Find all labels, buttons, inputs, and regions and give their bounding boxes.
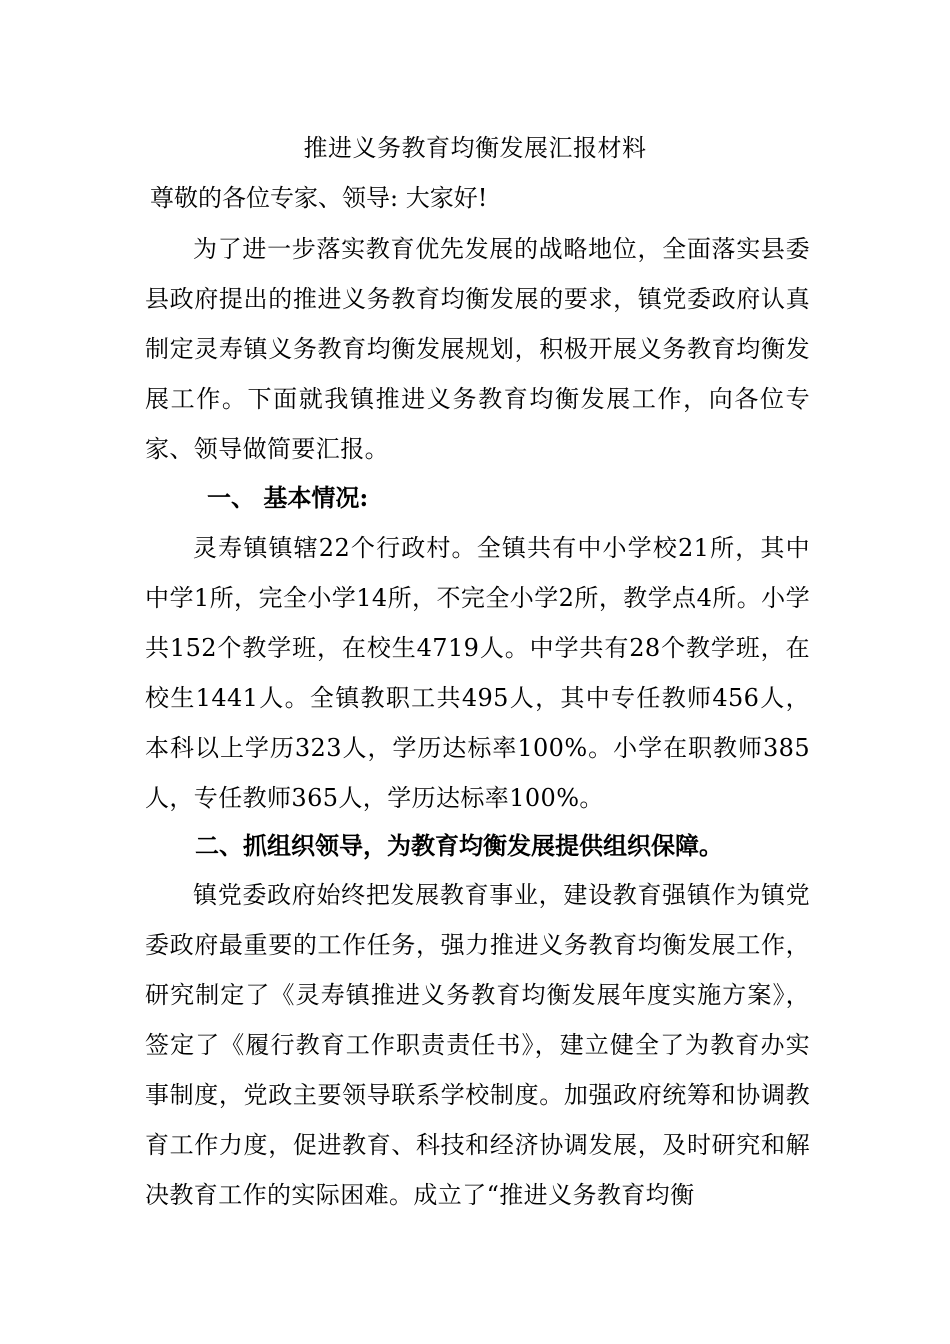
salutation: 尊敬的各位专家、领导: 大家好! <box>150 184 488 212</box>
document-title: 推进义务教育均衡发展汇报材料 <box>303 134 647 162</box>
section-heading-basic-situation: 一、 基本情况: <box>207 483 369 512</box>
organization-paragraph: 镇党委政府始终把发展教育事业，建设教育强镇作为镇党委政府最重要的工作任务，强力推进义务教育均衡发展工作，研究制定了《灵寿镇推进义务教育均衡发展年度实施方案》，签定了《履行教育工作职责责任书》，建立健全了为教育办实事制度，党政主要领导联系学校制度。加强政府统筹和协调教育工作力度，促进教育、科技和经济协调发展，及时研究和解决教育工作的实际困难。成立了“推进义务教育均衡 <box>145 881 810 1209</box>
basic-situation-paragraph: 灵寿镇镇辖22个行政村。全镇共有中小学校21所，其中中学1所，完全小学14所，不完全小学2所，教学点4所。小学共152个教学班，在校生4719人。中学共有28个教学班，在校生1441人。全镇教职工共495人，其中专任教师456人，本科以上学历323人，学历达标率100%。小学在职教师385人，专任教师365人，学历达标率100%。 <box>145 534 810 812</box>
section-heading-organization: 二、抓组织领导，为教育均衡发展提供组织保障。 <box>195 831 723 860</box>
intro-paragraph: 为了进一步落实教育优先发展的战略地位，全面落实县委县政府提出的推进义务教育均衡发展的要求，镇党委政府认真制定灵寿镇义务教育均衡发展规划，积极开展义务教育均衡发展工作。下面就我镇推进义务教育均衡发展工作，向各位专家、领导做简要汇报。 <box>145 235 810 463</box>
